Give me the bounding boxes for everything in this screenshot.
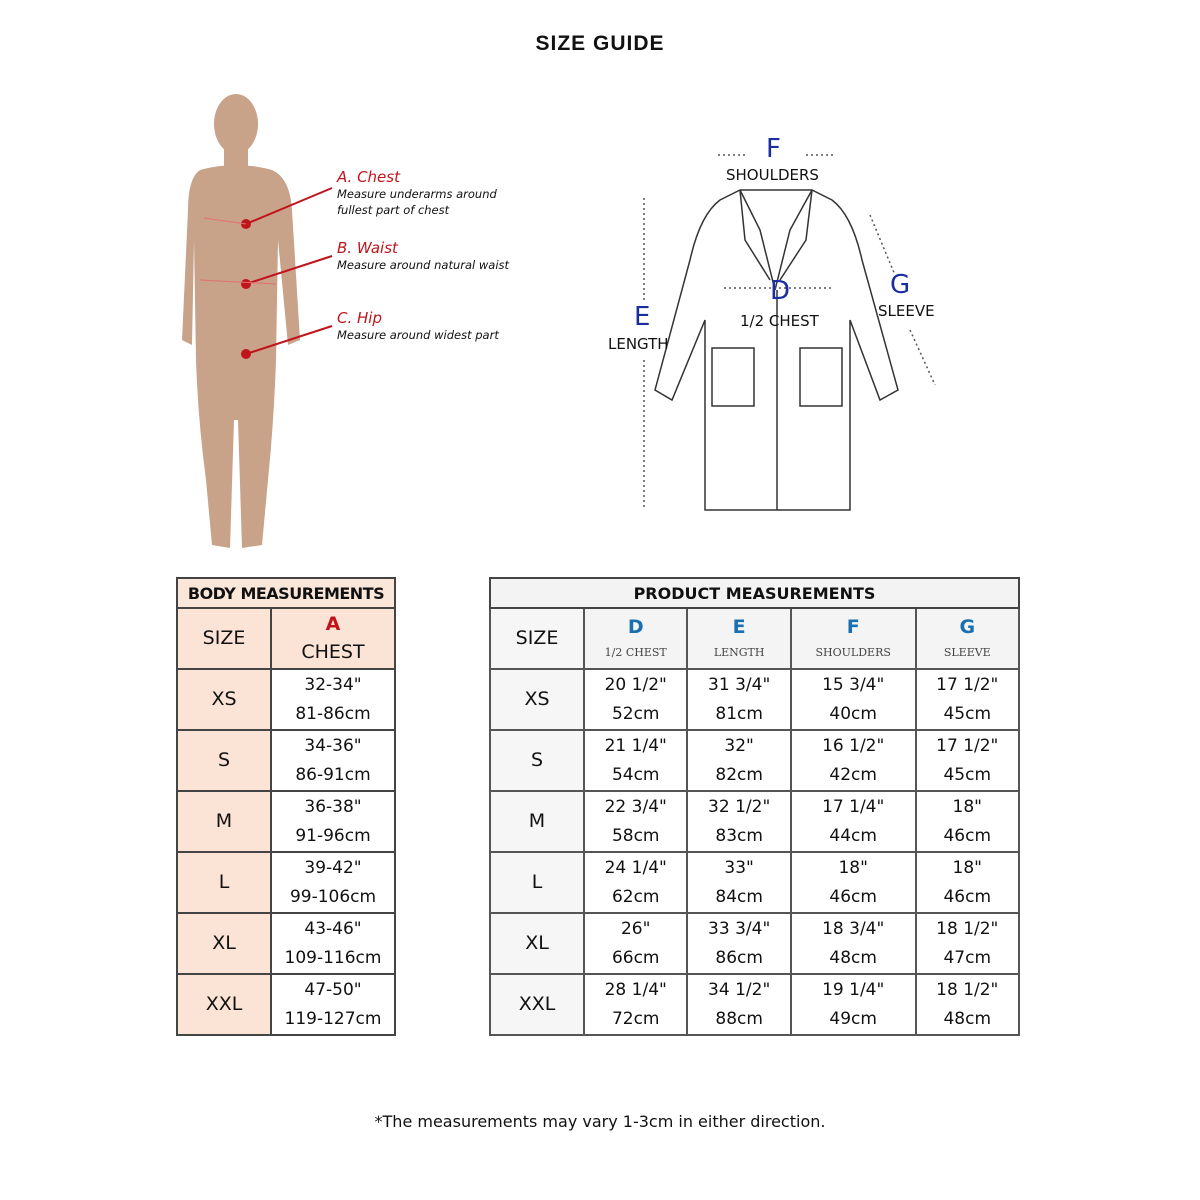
measurement-cell [687,730,790,791]
column-letter: E [732,615,746,638]
value-inches: 26" [620,918,651,939]
value-inches: 21 1/4" [604,735,667,756]
table-row [177,730,395,791]
value-cm: 86cm [715,947,763,968]
column-name: SLEEVE [943,645,991,659]
size-cell: XL [490,913,584,974]
measurement-cell [687,852,790,913]
value-cm: 62cm [611,886,660,907]
value-inches: 28 1/4" [604,979,667,1000]
column-header [687,608,790,669]
value-inches: 15 3/4" [822,674,885,695]
value-cm: 58cm [611,825,660,846]
measurement-cell [584,730,687,791]
value-inches: 18" [952,857,982,878]
value-cm: 40cm [829,703,877,724]
measurement-cell [687,974,790,1035]
measurement-cell [687,669,790,730]
value-inches: 18" [838,857,868,878]
chest-cell [271,669,395,730]
product-measurements-table [489,577,1020,1036]
table-row [177,913,395,974]
value-cm: 88cm [715,1008,763,1029]
illustrations [0,0,1200,560]
measurement-cell [791,730,916,791]
size-cell: L [490,852,584,913]
value-cm: 86-91cm [295,764,371,785]
annotation-chest [337,168,507,218]
value-cm: 45cm [943,764,992,785]
measurement-cell [791,913,916,974]
value-inches: 33" [724,857,754,878]
value-cm: 82cm [715,764,763,785]
chest-cell [271,730,395,791]
value-cm: 46cm [943,825,992,846]
column-letter: D [627,615,644,638]
value-inches: 39-42" [304,857,362,878]
value-inches: 32" [724,735,754,756]
label-sleeve: SLEEVE [878,302,935,320]
size-cell: XS [490,669,584,730]
value-inches: 17 1/2" [936,674,999,695]
value-inches: 32-34" [304,674,362,695]
measurement-cell [916,974,1019,1035]
size-header: SIZE [177,608,271,669]
table-row [177,791,395,852]
chest-cell [271,791,395,852]
label-half-chest: 1/2 CHEST [740,312,819,330]
column-name: CHEST [301,641,365,663]
size-cell: XL [177,913,271,974]
annotation-desc: Measure underarms around fullest part of chest [337,187,497,217]
value-inches: 17 1/2" [936,735,999,756]
label-f-letter: F [766,134,781,164]
measurement-cell [584,669,687,730]
size-header: SIZE [490,608,584,669]
size-cell: S [177,730,271,791]
page-title: SIZE GUIDE [535,32,665,55]
value-cm: 48cm [829,947,877,968]
measurement-cell [791,852,916,913]
column-letter: F [846,615,860,638]
annotation-desc: Measure around natural waist [337,258,510,272]
value-cm: 83cm [715,825,763,846]
label-d-letter: D [770,276,791,306]
value-inches: 36-38" [304,796,362,817]
measurement-cell [916,669,1019,730]
value-inches: 18 1/2" [936,918,999,939]
measurement-cell [584,791,687,852]
value-cm: 42cm [829,764,877,785]
table-row [490,913,1019,974]
annotation-desc: Measure around widest part [337,328,499,342]
value-cm: 99-106cm [289,886,377,907]
value-cm: 91-96cm [295,825,371,846]
value-inches: 34 1/2" [708,979,771,1000]
size-cell: M [490,791,584,852]
measurement-cell [916,913,1019,974]
value-cm: 72cm [611,1008,660,1029]
value-cm: 45cm [943,703,992,724]
column-name: LENGTH [713,645,765,659]
measurement-cell [916,852,1019,913]
value-inches: 34-36" [304,735,362,756]
table-row [177,669,395,730]
measurement-cell [584,913,687,974]
size-cell: L [177,852,271,913]
value-cm: 47cm [943,947,992,968]
column-name: 1/2 CHEST [604,645,667,659]
table-row [490,669,1019,730]
size-cell: XS [177,669,271,730]
label-length: LENGTH [608,335,669,353]
value-cm: 46cm [829,886,877,907]
value-cm: 81-86cm [295,703,371,724]
value-inches: 18 1/2" [936,979,999,1000]
value-cm: 54cm [611,764,660,785]
value-inches: 33 3/4" [708,918,771,939]
chest-header [271,608,395,669]
measurement-cell [916,791,1019,852]
annotation-heading: B. Waist [337,239,398,257]
body-measurements-table [176,577,396,1036]
value-cm: 66cm [611,947,660,968]
label-e-letter: E [634,302,651,332]
table-caption: BODY MEASUREMENTS [177,578,395,608]
measurement-cell [687,913,790,974]
value-cm: 48cm [943,1008,992,1029]
column-letter: G [959,615,976,638]
chest-cell [271,852,395,913]
table-row [490,791,1019,852]
measurement-cell [791,974,916,1035]
measurement-cell [791,669,916,730]
value-inches: 31 3/4" [708,674,771,695]
value-cm: 119-127cm [284,1008,382,1029]
annotation-heading: A. Chest [337,168,400,186]
value-cm: 44cm [829,825,877,846]
value-inches: 47-50" [304,979,362,1000]
label-shoulders: SHOULDERS [726,166,819,184]
size-cell: XXL [177,974,271,1035]
measurement-cell [687,791,790,852]
value-inches: 24 1/4" [604,857,667,878]
value-inches: 17 1/4" [822,796,885,817]
value-cm: 52cm [611,703,660,724]
table-row [177,974,395,1035]
value-inches: 18 3/4" [822,918,885,939]
measurement-cell [584,974,687,1035]
value-inches: 20 1/2" [604,674,667,695]
table-row [177,852,395,913]
chest-cell [271,913,395,974]
value-inches: 18" [952,796,982,817]
value-inches: 19 1/4" [822,979,885,1000]
measurement-cell [584,852,687,913]
value-cm: 81cm [715,703,763,724]
column-name: SHOULDERS [815,645,891,659]
value-inches: 32 1/2" [708,796,771,817]
chest-cell [271,974,395,1035]
measurement-cell [916,730,1019,791]
value-cm: 109-116cm [284,947,382,968]
value-inches: 22 3/4" [604,796,667,817]
column-header [584,608,687,669]
footnote: *The measurements may vary 1-3cm in either direction. [374,1112,826,1131]
value-cm: 84cm [715,886,763,907]
value-inches: 16 1/2" [822,735,885,756]
annotation-heading: C. Hip [337,309,382,327]
body-silhouette [182,94,300,548]
annotation-waist [337,239,509,273]
value-inches: 43-46" [304,918,362,939]
table-row [490,730,1019,791]
table-row [490,974,1019,1035]
size-cell: S [490,730,584,791]
label-g-letter: G [890,270,911,300]
value-cm: 49cm [829,1008,877,1029]
size-cell: XXL [490,974,584,1035]
size-cell: M [177,791,271,852]
table-row [490,852,1019,913]
annotation-hip [337,309,499,343]
value-cm: 46cm [943,886,992,907]
column-letter: A [325,613,341,635]
column-header [916,608,1019,669]
table-caption: PRODUCT MEASUREMENTS [490,578,1019,608]
measurement-cell [791,791,916,852]
lab-coat-drawing [644,155,935,510]
column-header [791,608,916,669]
